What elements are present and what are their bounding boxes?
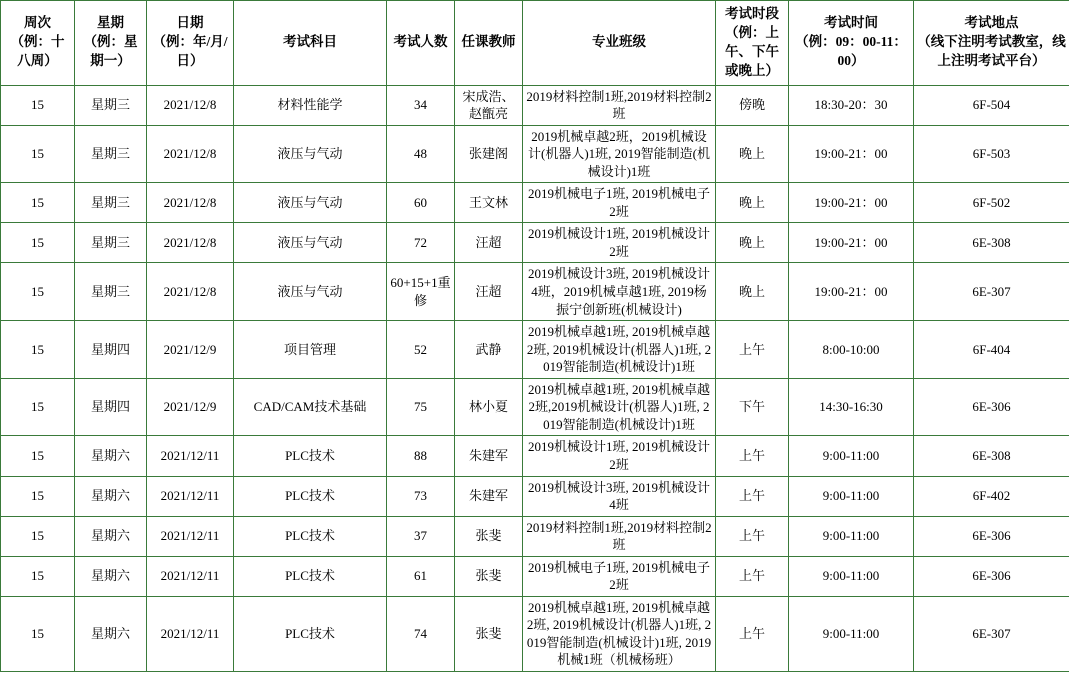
cell-week: 15: [1, 183, 75, 223]
cell-subject: PLC技术: [234, 476, 387, 516]
cell-weekday: 星期四: [75, 378, 147, 436]
cell-count: 48: [387, 125, 455, 183]
cell-period: 上午: [716, 321, 789, 379]
cell-teacher: 武静: [455, 321, 523, 379]
cell-week: 15: [1, 223, 75, 263]
cell-time: 9:00-11:00: [789, 556, 914, 596]
cell-period: 下午: [716, 378, 789, 436]
cell-date: 2021/12/11: [147, 556, 234, 596]
cell-teacher: 张建阁: [455, 125, 523, 183]
cell-period: 晚上: [716, 223, 789, 263]
cell-subject: 项目管理: [234, 321, 387, 379]
cell-time: 19:00-21：00: [789, 125, 914, 183]
table-body: [1, 85, 1069, 671]
table-row: [1, 378, 1069, 436]
cell-teacher: 张斐: [455, 556, 523, 596]
cell-count: 72: [387, 223, 455, 263]
cell-count: 37: [387, 516, 455, 556]
cell-count: 60+15+1重修: [387, 263, 455, 321]
table-row: [1, 516, 1069, 556]
cell-weekday: 星期三: [75, 125, 147, 183]
cell-weekday: 星期三: [75, 183, 147, 223]
cell-date: 2021/12/11: [147, 596, 234, 671]
table-row: [1, 183, 1069, 223]
cell-period: 上午: [716, 476, 789, 516]
cell-week: 15: [1, 436, 75, 476]
cell-count: 88: [387, 436, 455, 476]
cell-period: 上午: [716, 436, 789, 476]
cell-teacher: 张斐: [455, 596, 523, 671]
cell-date: 2021/12/8: [147, 263, 234, 321]
cell-classes: 2019机械电子1班, 2019机械电子2班: [523, 556, 716, 596]
cell-week: 15: [1, 125, 75, 183]
cell-classes: 2019机械设计3班, 2019机械设计4班: [523, 476, 716, 516]
cell-week: 15: [1, 596, 75, 671]
cell-time: 8:00-10:00: [789, 321, 914, 379]
cell-week: 15: [1, 556, 75, 596]
cell-date: 2021/12/11: [147, 476, 234, 516]
cell-weekday: 星期三: [75, 223, 147, 263]
cell-date: 2021/12/8: [147, 125, 234, 183]
cell-count: 60: [387, 183, 455, 223]
cell-period: 晚上: [716, 183, 789, 223]
cell-date: 2021/12/8: [147, 223, 234, 263]
cell-classes: 2019机械卓越1班, 2019机械卓越2班, 2019机械设计(机器人)1班, 2019智能制造(机械设计)1班, 2019机械1班（机械杨班）: [523, 596, 716, 671]
table-row: [1, 125, 1069, 183]
cell-teacher: 朱建军: [455, 436, 523, 476]
cell-weekday: 星期六: [75, 596, 147, 671]
cell-place: 6E-306: [914, 516, 1069, 556]
table-header: [1, 1, 1069, 86]
cell-weekday: 星期六: [75, 516, 147, 556]
cell-date: 2021/12/9: [147, 321, 234, 379]
table-row: [1, 556, 1069, 596]
cell-count: 73: [387, 476, 455, 516]
cell-period: 晚上: [716, 125, 789, 183]
cell-subject: 液压与气动: [234, 223, 387, 263]
cell-count: 61: [387, 556, 455, 596]
cell-classes: 2019机械卓越1班, 2019机械卓越2班, 2019机械设计(机器人)1班, 2019智能制造(机械设计)1班: [523, 321, 716, 379]
cell-weekday: 星期六: [75, 436, 147, 476]
table-row: [1, 263, 1069, 321]
cell-time: 19:00-21：00: [789, 183, 914, 223]
cell-week: 15: [1, 378, 75, 436]
cell-place: 6E-306: [914, 556, 1069, 596]
cell-place: 6F-503: [914, 125, 1069, 183]
cell-classes: 2019机械设计3班, 2019机械设计4班，2019机械卓越1班, 2019杨振宁创新班(机械设计): [523, 263, 716, 321]
cell-week: 15: [1, 516, 75, 556]
table-row: [1, 321, 1069, 379]
cell-time: 19:00-21：00: [789, 223, 914, 263]
column-header-place: 考试地点 （线下注明考试教室，线上注明考试平台）: [914, 1, 1069, 86]
cell-period: 晚上: [716, 263, 789, 321]
table-header-row: [1, 1, 1069, 86]
cell-date: 2021/12/8: [147, 183, 234, 223]
cell-subject: 液压与气动: [234, 183, 387, 223]
cell-week: 15: [1, 476, 75, 516]
cell-time: 18:30-20：30: [789, 85, 914, 125]
cell-teacher: 朱建军: [455, 476, 523, 516]
cell-date: 2021/12/11: [147, 436, 234, 476]
cell-place: 6E-307: [914, 596, 1069, 671]
column-header-weekday: 星期 （例：星期一）: [75, 1, 147, 86]
cell-subject: CAD/CAM技术基础: [234, 378, 387, 436]
cell-date: 2021/12/9: [147, 378, 234, 436]
table-row: [1, 436, 1069, 476]
cell-subject: PLC技术: [234, 556, 387, 596]
cell-count: 52: [387, 321, 455, 379]
column-header-subject: 考试科目: [234, 1, 387, 86]
cell-classes: 2019机械设计1班, 2019机械设计2班: [523, 223, 716, 263]
table-row: [1, 476, 1069, 516]
cell-teacher: 汪超: [455, 263, 523, 321]
cell-place: 6F-404: [914, 321, 1069, 379]
column-header-time: 考试时间 （例：09：00-11：00）: [789, 1, 914, 86]
cell-time: 14:30-16:30: [789, 378, 914, 436]
cell-classes: 2019机械卓越2班，2019机械设计(机器人)1班, 2019智能制造(机械设计)1班: [523, 125, 716, 183]
cell-subject: 液压与气动: [234, 125, 387, 183]
cell-week: 15: [1, 263, 75, 321]
cell-period: 上午: [716, 556, 789, 596]
cell-classes: 2019材料控制1班,2019材料控制2班: [523, 85, 716, 125]
cell-weekday: 星期六: [75, 556, 147, 596]
cell-subject: 液压与气动: [234, 263, 387, 321]
cell-date: 2021/12/8: [147, 85, 234, 125]
cell-count: 74: [387, 596, 455, 671]
cell-place: 6E-307: [914, 263, 1069, 321]
cell-count: 75: [387, 378, 455, 436]
column-header-count: 考试人数: [387, 1, 455, 86]
cell-place: 6F-502: [914, 183, 1069, 223]
table-row: [1, 223, 1069, 263]
cell-classes: 2019机械卓越1班, 2019机械卓越2班,2019机械设计(机器人)1班, 2019智能制造(机械设计)1班: [523, 378, 716, 436]
column-header-teacher: 任课教师: [455, 1, 523, 86]
column-header-week: 周次 （例：十八周）: [1, 1, 75, 86]
cell-period: 上午: [716, 516, 789, 556]
cell-time: 9:00-11:00: [789, 476, 914, 516]
cell-subject: PLC技术: [234, 436, 387, 476]
cell-period: 上午: [716, 596, 789, 671]
cell-teacher: 王文林: [455, 183, 523, 223]
cell-teacher: 宋成浩、赵甑亮: [455, 85, 523, 125]
cell-subject: PLC技术: [234, 516, 387, 556]
cell-weekday: 星期三: [75, 263, 147, 321]
table-row: [1, 85, 1069, 125]
cell-date: 2021/12/11: [147, 516, 234, 556]
cell-week: 15: [1, 321, 75, 379]
column-header-date: 日期 （例：年/月/日）: [147, 1, 234, 86]
cell-teacher: 林小夏: [455, 378, 523, 436]
cell-teacher: 汪超: [455, 223, 523, 263]
cell-subject: PLC技术: [234, 596, 387, 671]
cell-classes: 2019机械设计1班, 2019机械设计2班: [523, 436, 716, 476]
cell-place: 6F-402: [914, 476, 1069, 516]
cell-time: 9:00-11:00: [789, 436, 914, 476]
column-header-period: 考试时段 （例：上午、下午或晚上）: [716, 1, 789, 86]
cell-classes: 2019材料控制1班,2019材料控制2班: [523, 516, 716, 556]
cell-week: 15: [1, 85, 75, 125]
cell-place: 6E-308: [914, 223, 1069, 263]
cell-teacher: 张斐: [455, 516, 523, 556]
cell-time: 19:00-21：00: [789, 263, 914, 321]
table-row: [1, 596, 1069, 671]
cell-count: 34: [387, 85, 455, 125]
cell-weekday: 星期六: [75, 476, 147, 516]
cell-place: 6E-306: [914, 378, 1069, 436]
cell-time: 9:00-11:00: [789, 516, 914, 556]
cell-classes: 2019机械电子1班, 2019机械电子2班: [523, 183, 716, 223]
cell-period: 傍晚: [716, 85, 789, 125]
cell-time: 9:00-11:00: [789, 596, 914, 671]
column-header-classes: 专业班级: [523, 1, 716, 86]
cell-subject: 材料性能学: [234, 85, 387, 125]
cell-place: 6E-308: [914, 436, 1069, 476]
cell-place: 6F-504: [914, 85, 1069, 125]
cell-weekday: 星期四: [75, 321, 147, 379]
cell-weekday: 星期三: [75, 85, 147, 125]
